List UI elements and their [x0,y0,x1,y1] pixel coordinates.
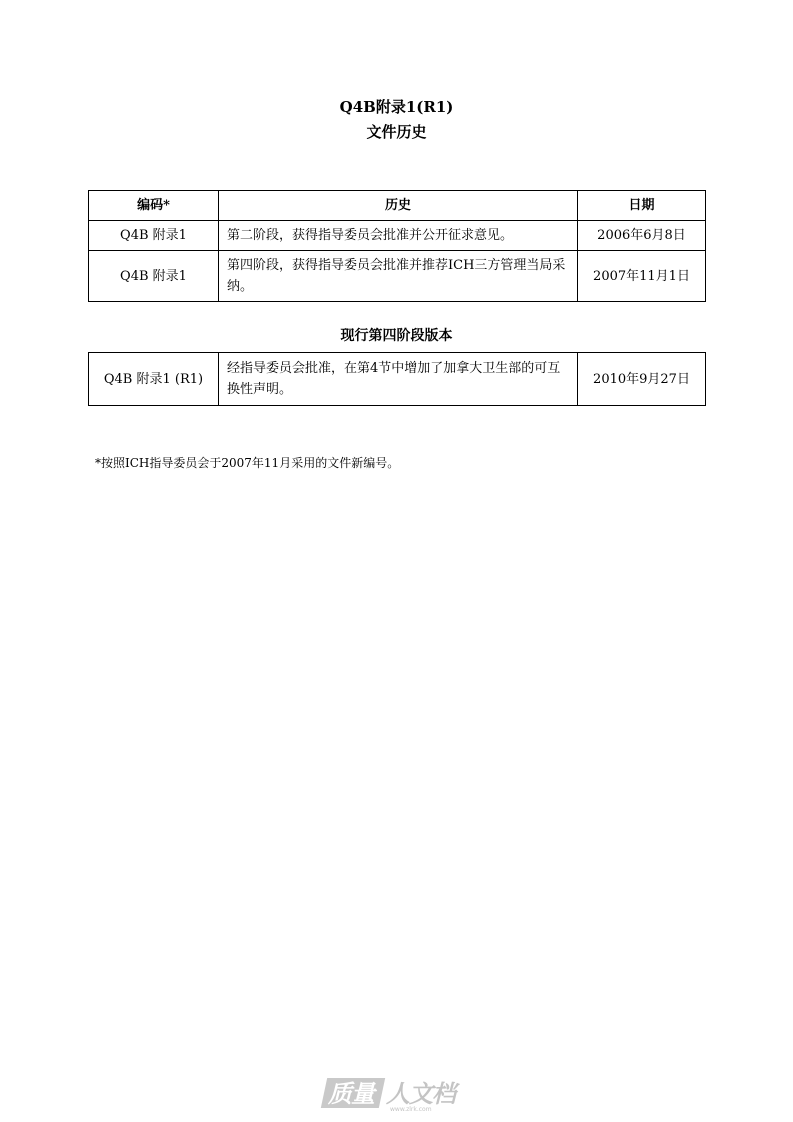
table-row [89,251,706,302]
cell-history: 经指导委员会批准，在第4节中增加了加拿大卫生部的可互换性声明。 [219,353,578,406]
column-header-code: 编码* [89,191,219,221]
watermark-logo [324,1074,469,1116]
history-table [88,190,706,302]
current-version-table [88,352,706,406]
cell-date: 2007年11月1日 [578,251,706,302]
table-row [89,221,706,251]
document-title: Q4B附录1(R1) [339,98,454,116]
cell-history: 第四阶段，获得指导委员会批准并推荐ICH三方管理当局采纳。 [219,251,578,302]
column-header-history: 历史 [219,191,578,221]
column-header-date: 日期 [578,191,706,221]
watermark-brand-part1: 质量 [328,1080,374,1108]
cell-code: Q4B 附录1 [89,251,219,302]
section-heading: 现行第四阶段版本 [340,328,453,344]
document-subtitle: 文件历史 [366,123,427,141]
cell-code: Q4B 附录1 [89,221,219,251]
cell-code: Q4B 附录1 (R1) [89,353,219,406]
watermark-brand-part2: 人文档 [386,1080,455,1108]
table-header-row [89,191,706,221]
cell-date: 2006年6月8日 [578,221,706,251]
cell-date: 2010年9月27日 [578,353,706,406]
watermark-url: www.zlrk.com [390,1106,432,1113]
table-row [89,353,706,406]
footnote: *按照ICH指导委员会于2007年11月采用的文件新编号。 [95,456,400,470]
cell-history: 第二阶段，获得指导委员会批准并公开征求意见。 [219,221,578,251]
